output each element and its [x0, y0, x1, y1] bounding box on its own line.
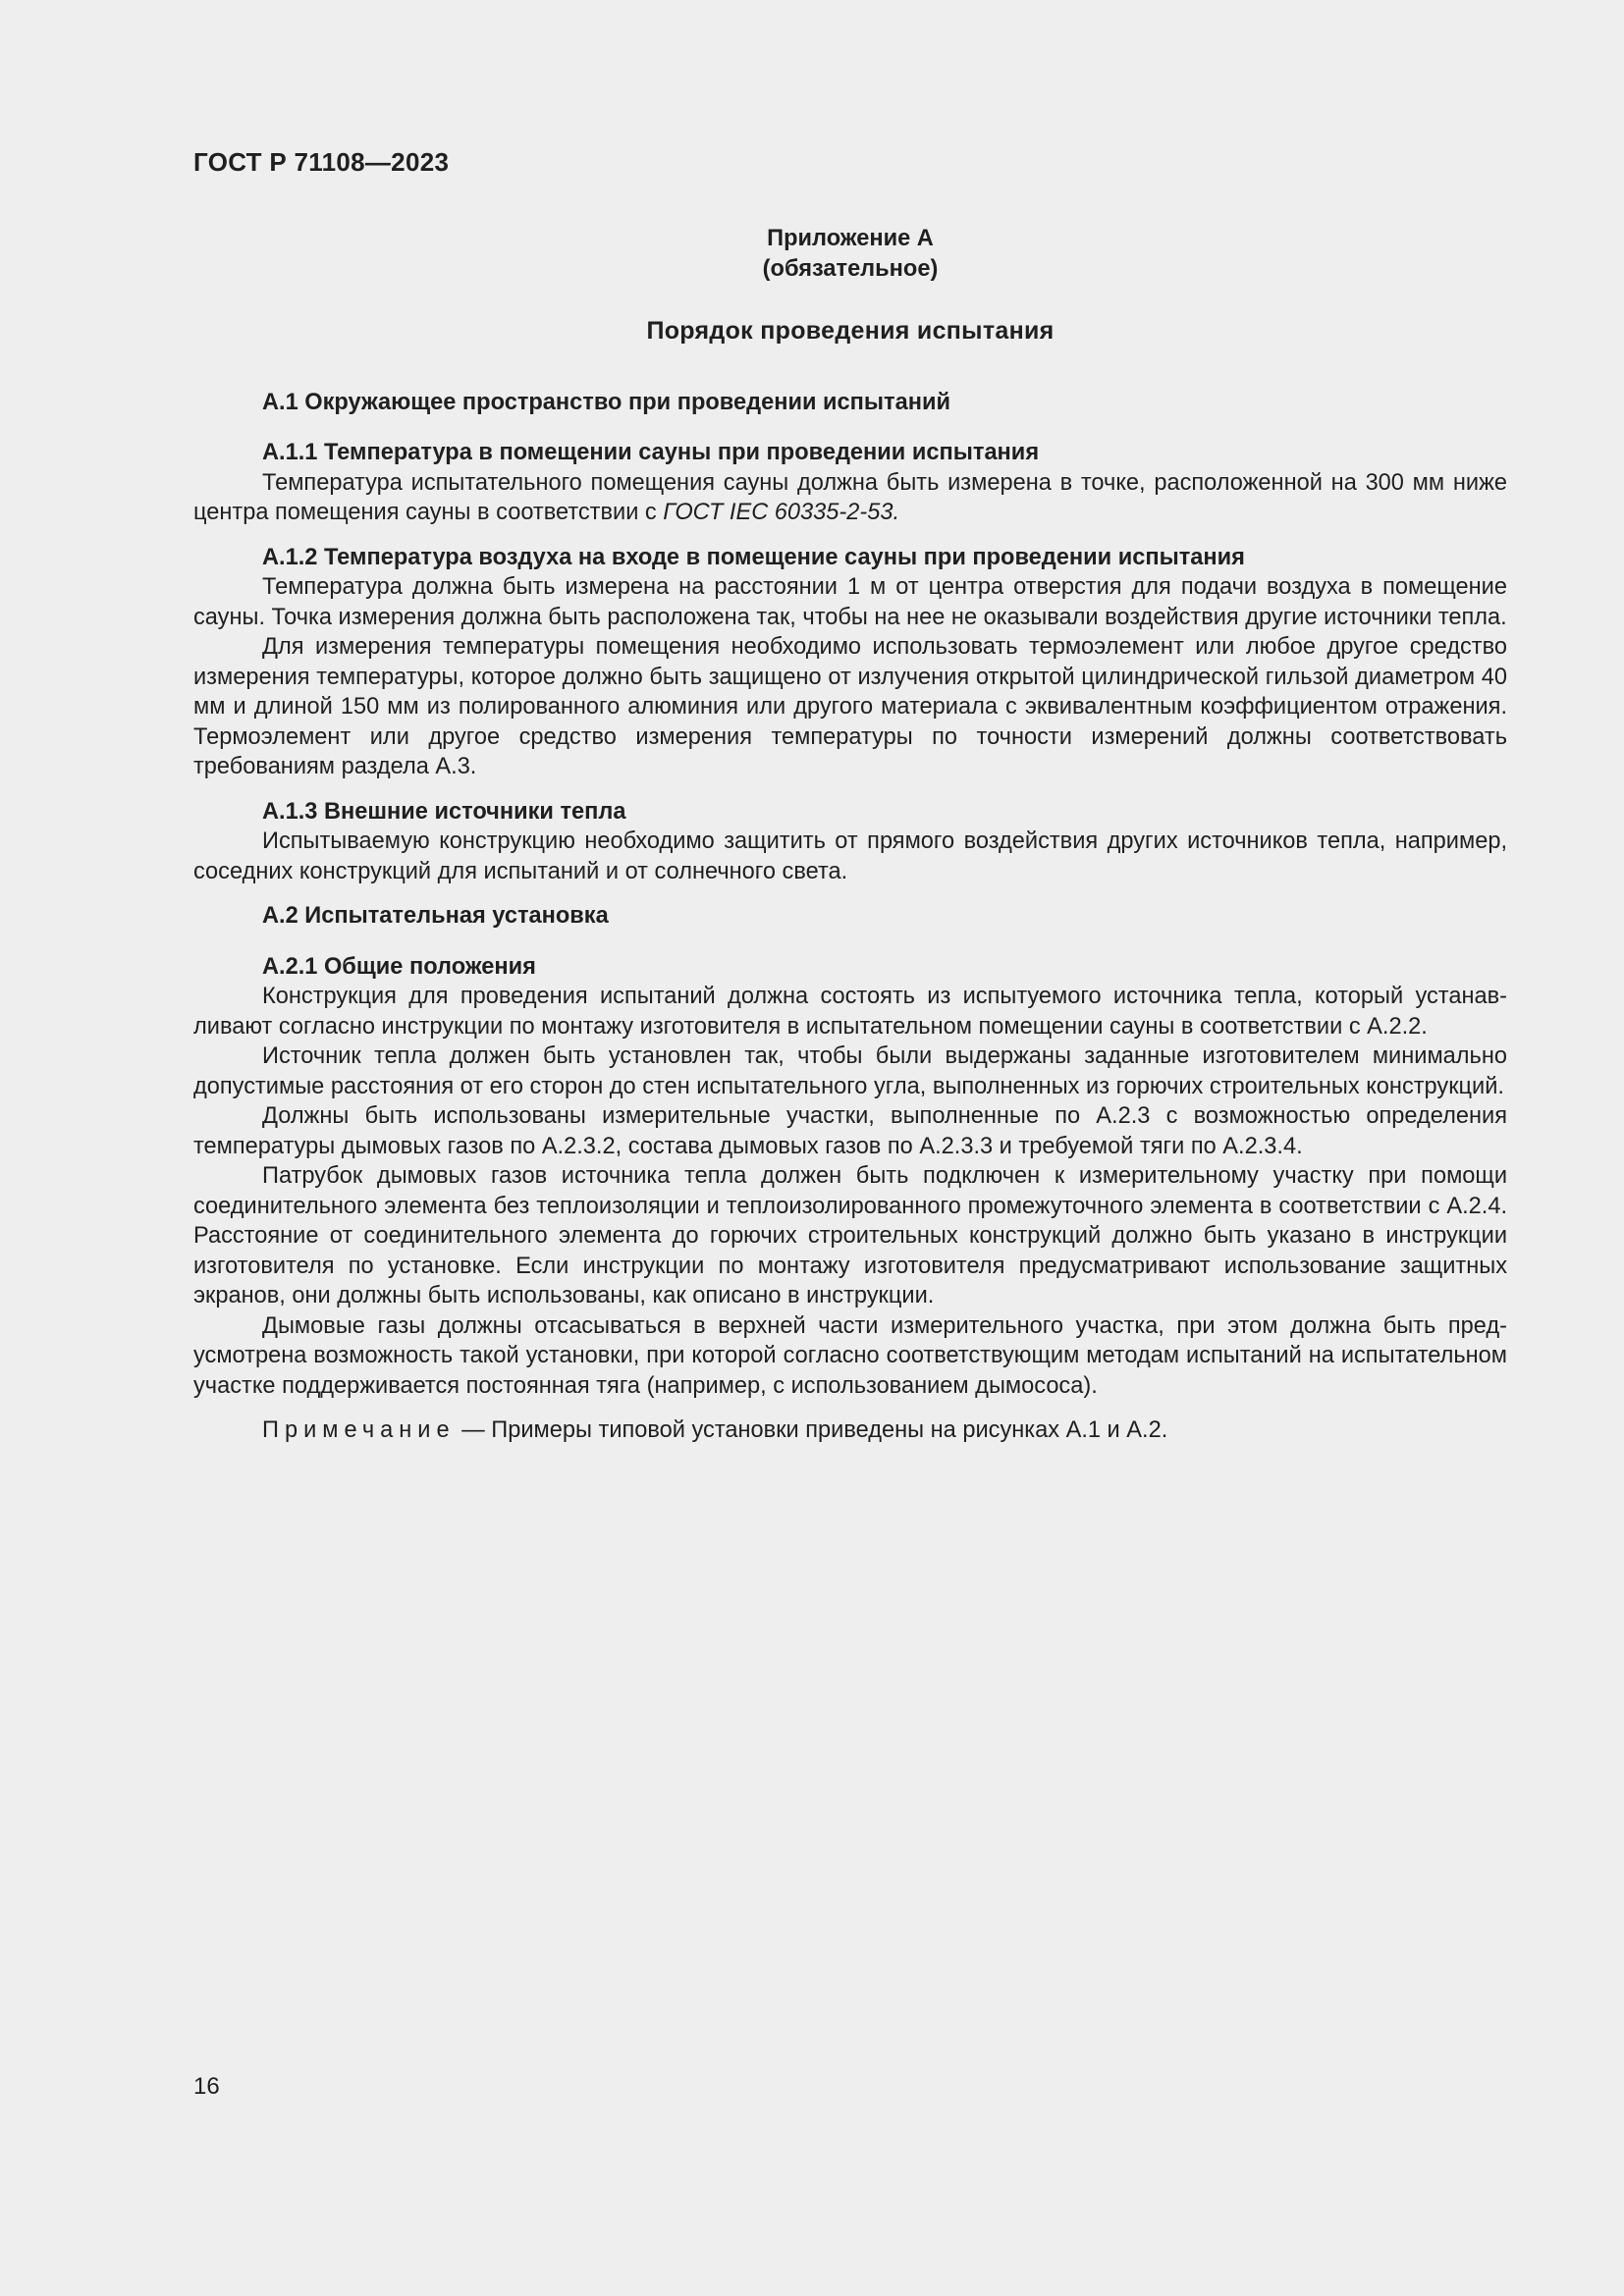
section-a12-paragraph-1: Температура должна быть измерена на расстоянии 1 м от центра отверстия для подачи воздуха в помещение сауны. Точка измерения должна быть расположена так, чтобы на нее не оказывали воздействия другие источники тепла. — [193, 574, 1507, 630]
appendix-title: Приложение А — [767, 226, 934, 251]
page-content — [193, 224, 1507, 1446]
section-a11-paragraph — [193, 468, 1507, 528]
section-a13-title: А.1.3 Внешние источники тепла — [262, 798, 626, 825]
section-a21-paragraph-5: Дымовые газы должны отсасываться в верхней части измерительного участка, при этом должна быть предусмотрена возможность такой установки, при которой согласно соответствующим методам испытаний на испытательном участке поддерживается постоянная тяга (например, с использованием дымососа). — [193, 1312, 1507, 1399]
note-label: Примечание — [262, 1417, 456, 1443]
note — [193, 1415, 1507, 1446]
appendix-status: (обязательное) — [762, 256, 939, 282]
section-a21-paragraph-3: Должны быть использованы измерительные участки, выполненные по А.2.3 с возможностью определения температуры дымовых газов по А.2.3.2, состава дымовых газов по А.2.3.3 и требуемой тяги по А.2.3.4. — [193, 1103, 1507, 1159]
standard-reference: ГОСТ IEC 60335-2-53. — [663, 500, 900, 525]
section-a21-paragraph-2: Источник тепла должен быть установлен так, чтобы были выдержаны заданные изготовителем минимально допустимые расстояния от его сторон до стен испытательного угла, выполненных из горючих строительных конструкций. — [193, 1043, 1507, 1099]
section-a13-paragraph: Испытываемую конструкцию необходимо защитить от прямого воздействия других источников тепла, например, соседних конструкций для испытаний и от солнечного света. — [193, 828, 1507, 884]
section-a11-title: А.1.1 Температура в помещении сауны при проведении испытания — [262, 440, 1040, 465]
section-a21-paragraph-4: Патрубок дымовых газов источника тепла должен быть подключен к измерительному участку при помощи соединительного элемента без теплоизоляции и теплоизолированного промежуточного элемента в соответствии с А.2.4. Расстояние от соединительного элемента до горючих строительных конструкций должно быть указано в инструкции изготовителя по установке. Если инструкции по монтажу изготовителя предусматривают использование защитных экранов, они должны быть использованы, как описано в инструкции. — [193, 1163, 1507, 1308]
section-a12-paragraph-2: Для измерения температуры помещения необходимо использовать термоэлемент или любое другое средство измерения температуры, которое должно быть защищено от излучения открытой цилиндрической гильзой диаметром 40 мм и длиной 150 мм из полированного алюминия или другого материала с эквивалентным коэффициентом отражения. Термоэлемент или другое средство измерения температуры по точности измерений должны соответствовать требованиям раздела А.3. — [193, 634, 1507, 779]
section-a21-title: А.2.1 Общие положения — [262, 953, 536, 980]
note-dash: — — [455, 1417, 492, 1443]
section-a12-title: А.1.2 Температура воздуха на входе в помещение сауны при проведении испытания — [262, 544, 1245, 570]
paragraph-text: Температура испытательного помещения сауны должна быть измерена в точке, расположенной на 300 мм ниже центра помещения сауны в соответствии с — [193, 469, 1507, 525]
note-text: Примеры типовой установки приведены на рисунках А.1 и А.2. — [491, 1417, 1168, 1443]
section-a21-paragraph-1: Конструкция для проведения испытаний должна состоять из испытуемого источника тепла, который устанавливают согласно инструкции по монтажу изготовителя в испытательном помещении сауны в соответствии с А.2.2. — [193, 984, 1507, 1040]
document-code: ГОСТ Р 71108—2023 — [193, 147, 450, 177]
appendix-heading: Порядок проведения испытания — [646, 317, 1055, 345]
page-number: 16 — [193, 2073, 220, 2100]
section-a2-title: А.2 Испытательная установка — [262, 903, 609, 929]
section-a1-title: А.1 Окружающее пространство при проведении испытаний — [262, 389, 950, 415]
